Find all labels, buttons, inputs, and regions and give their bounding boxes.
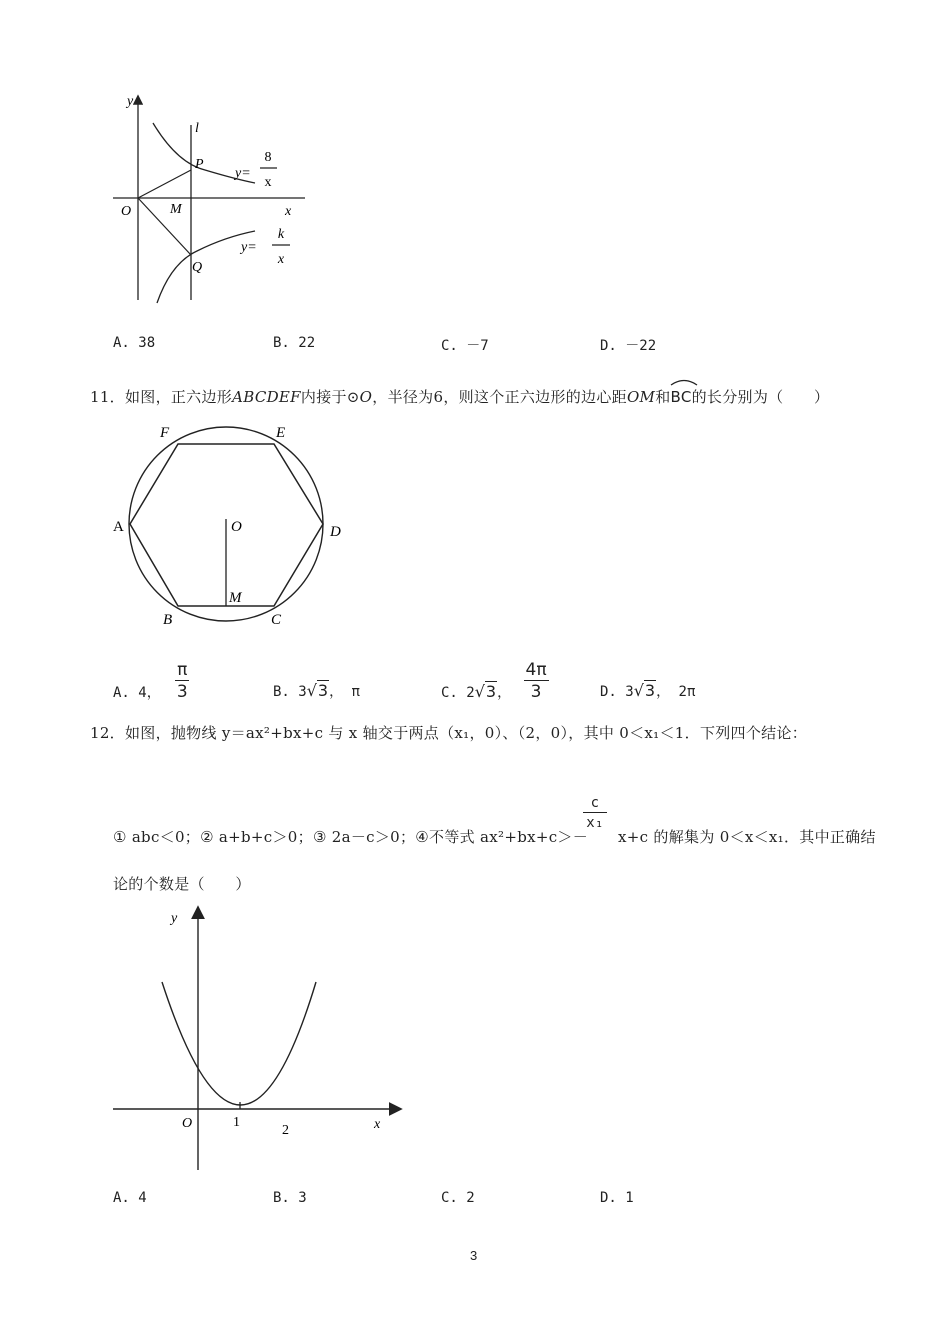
q10-option-d[interactable]: D. －22: [600, 338, 657, 354]
l-label: l: [195, 121, 199, 136]
vertex-C: C: [271, 612, 282, 628]
label-1: 1: [233, 1115, 240, 1130]
q12-fraction: c x₁: [583, 794, 607, 833]
segment-OQ: [138, 198, 191, 255]
vertex-F: F: [160, 425, 170, 441]
parabola-curve: [162, 982, 316, 1105]
label-2: 2: [282, 1123, 289, 1138]
q10-option-c[interactable]: C. －7: [441, 338, 489, 354]
formula2-den: x: [277, 252, 285, 267]
vertex-E: E: [276, 425, 286, 441]
vertex-B: B: [163, 612, 173, 628]
y-label: y: [127, 94, 134, 109]
x-label: x: [285, 204, 292, 219]
q11-option-c[interactable]: C. 2√3， $\frac{4\pi}{3}$: [441, 660, 547, 702]
q12-conditions: ① abc＜0；② a+b+c＞0；③ 2a－c＞0；④不等式 ax²+bx+c＞－ c x₁ x+c 的解集为 0＜x＜x₁．其中正确结: [113, 795, 876, 846]
parabola-graph: [108, 900, 418, 1180]
q11-option-a[interactable]: A. 4， $\frac{\pi}{3}$: [113, 660, 188, 702]
foot-M: M: [229, 590, 242, 606]
Q-label: Q: [192, 260, 203, 275]
P-label: P: [195, 157, 204, 172]
formula2-num: k: [277, 227, 285, 242]
formula1-den: x: [264, 175, 272, 190]
O-label: O: [121, 204, 132, 219]
center-O: O: [231, 519, 242, 535]
formula1-num: 8: [264, 150, 272, 165]
q11-option-b[interactable]: B. 3√3， π: [273, 681, 360, 700]
M-label: M: [170, 202, 182, 217]
arc-BC: BC: [671, 384, 692, 406]
q12-option-b[interactable]: B. 3: [273, 1190, 307, 1206]
y-label: y: [171, 911, 178, 926]
q10-option-b[interactable]: B. 22: [273, 335, 316, 351]
q12-option-c[interactable]: C. 2: [441, 1190, 475, 1206]
vertex-D: D: [330, 524, 341, 540]
q12-stem-end: 论的个数是（ ）: [113, 875, 251, 893]
formula1-lhs: y=: [235, 166, 251, 181]
x-label: x: [374, 1117, 381, 1132]
formula2-lhs: y=: [241, 240, 257, 255]
q11-stem: 11．如图，正六边形ABCDEF内接于⊙O，半径为6，则这个正六边形的边心距OM和 BC的长分别为（ ）: [90, 384, 829, 407]
hyperbola-graph: [105, 85, 320, 310]
segment-OP: [138, 170, 191, 198]
O-label: O: [182, 1116, 193, 1131]
q12-stem: 12．如图，抛物线 y＝ax²+bx+c 与 x 轴交于两点（x₁，0）、（2，0），其中 0＜x₁＜1．下列四个结论：: [90, 724, 808, 742]
q12-option-a[interactable]: A. 4: [113, 1190, 147, 1206]
vertex-A: A: [113, 519, 124, 535]
q12-option-d[interactable]: D. 1: [600, 1190, 634, 1206]
page-number: 3: [470, 1248, 478, 1263]
q11-option-d[interactable]: D. 3√3， 2π: [600, 681, 696, 700]
hexagon-circle-figure: [108, 415, 358, 635]
q10-option-a[interactable]: A. 38: [113, 335, 156, 351]
